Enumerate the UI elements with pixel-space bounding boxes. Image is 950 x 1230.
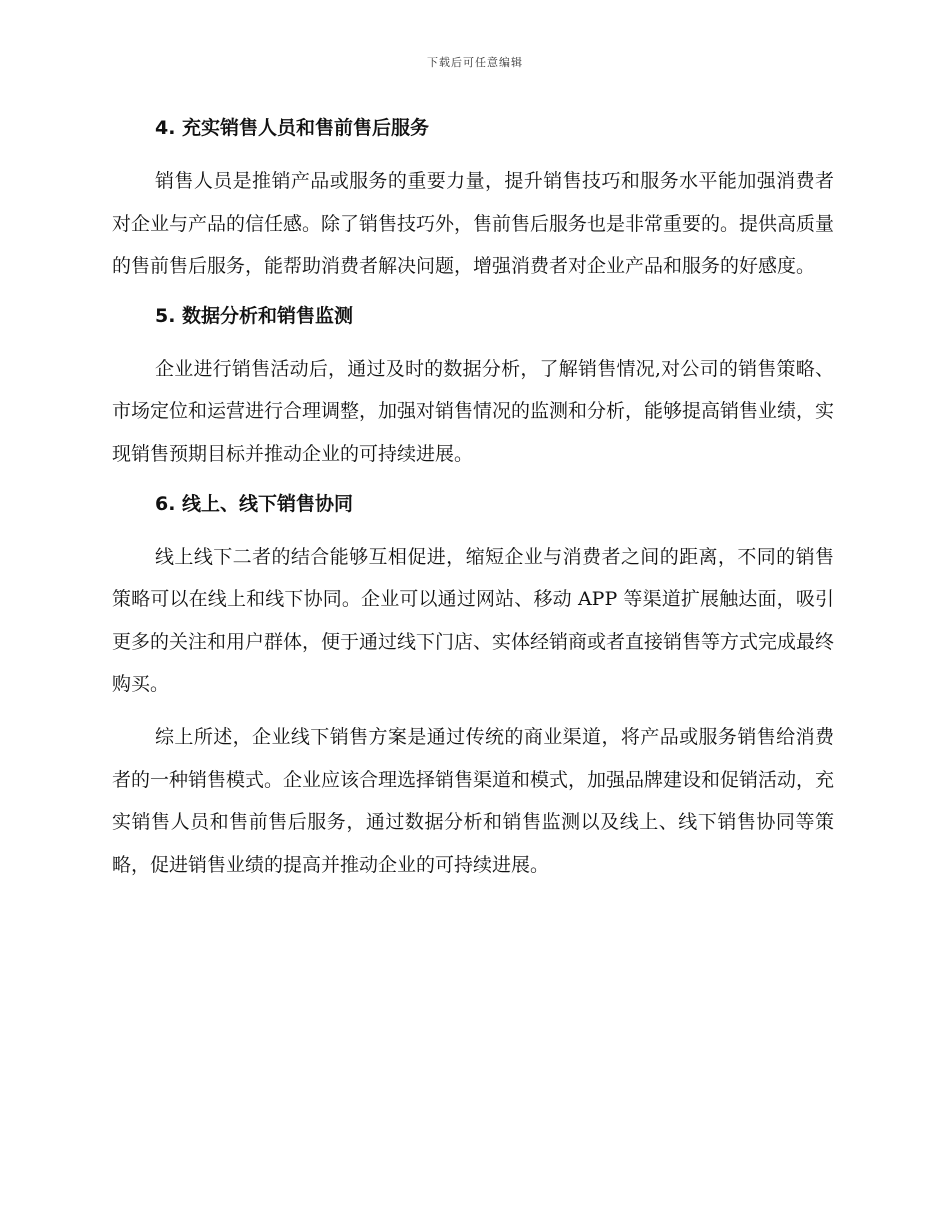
document-body: [112, 110, 834, 886]
section-paragraph-4: 销售人员是推销产品或服务的重要力量，提升销售技巧和服务水平能加强消费者对企业与产品的信任感。除了销售技巧外，售前售后服务也是非常重要的。提供高质量的售前售后服务，能帮助消费者解决问题，增强消费者对企业产品和服务的好感度。: [112, 170, 835, 278]
spacer: [112, 476, 834, 486]
spacer: [112, 288, 834, 298]
section-paragraph-6: 线上线下二者的结合能够互相促进，缩短企业与消费者之间的距离，不同的销售策略可以在线上和线下协同。企业可以通过网站、移动 APP 等渠道扩展触达面，吸引更多的关注和用户群体，便于通过线下门店、实体经销商或者直接销售等方式完成最终购买。: [112, 545, 835, 696]
spacer: [112, 706, 834, 716]
spacer: [112, 334, 834, 348]
spacer: [112, 522, 834, 536]
page-header-note: 下载后可任意编辑: [427, 56, 523, 69]
spacer: [112, 146, 834, 160]
section-heading-6: 6. 线上、线下销售协同: [155, 492, 354, 515]
section-heading-4: 4. 充实销售人员和售前售后服务: [155, 117, 430, 139]
section-paragraph-5: 企业进行销售活动后，通过及时的数据分析，了解销售情况,对公司的销售策略、市场定位和运营进行合理调整，加强对销售情况的监测和分析，能够提高销售业绩，实现销售预期目标并推动企业的可持续进展。: [112, 357, 835, 465]
section-heading-5: 5. 数据分析和销售监测: [155, 304, 354, 327]
conclusion-paragraph: 综上所述，企业线下销售方案是通过传统的商业渠道，将产品或服务销售给消费者的一种销售模式。企业应该合理选择销售渠道和模式，加强品牌建设和促销活动，充实销售人员和售前售后服务，通过数据分析和销售监测以及线上、线下销售协同等策略，促进销售业绩的提高并推动企业的可持续进展。: [112, 725, 835, 876]
